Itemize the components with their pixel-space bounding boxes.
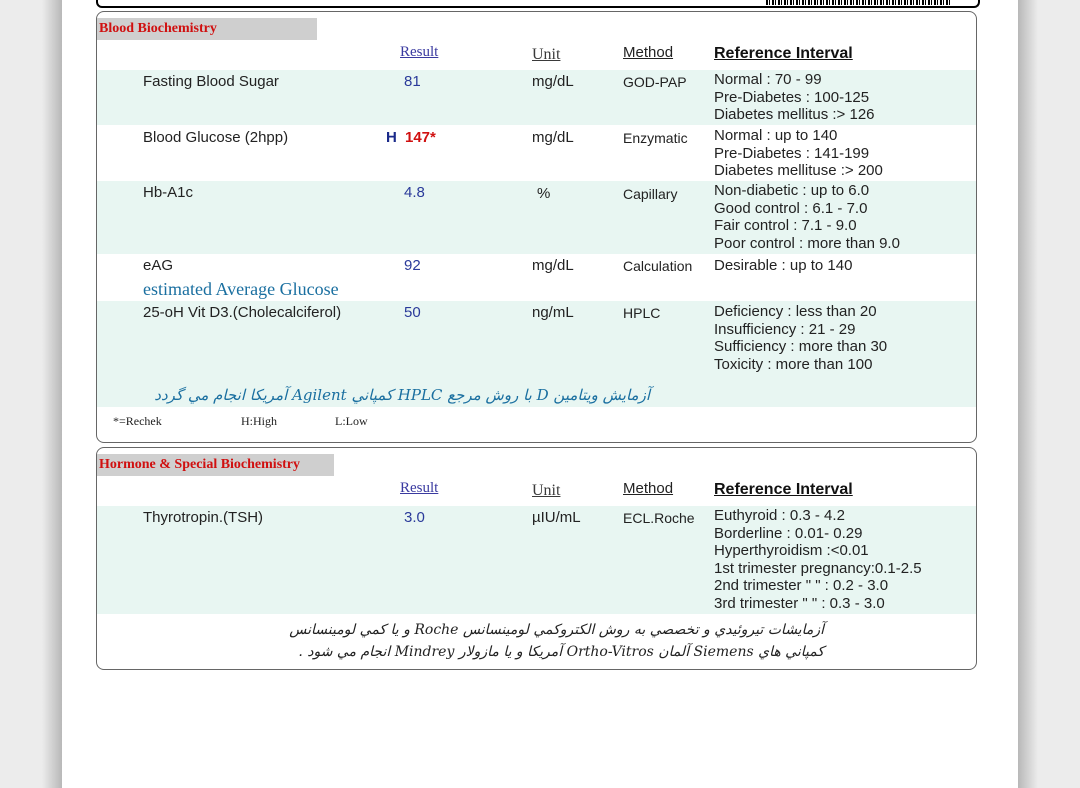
reference-line: Poor control : more than 9.0 (714, 234, 900, 252)
reference-line: Non-diabetic : up to 6.0 (714, 182, 870, 199)
test-name: Blood Glucose (2hpp) (143, 129, 289, 146)
vitamin-d-note: آزمايش ويتامين D با روش مرجع HPLC كمپاني Agilent آمريكا انجام مي گردد (154, 386, 650, 404)
test-method: Capillary (623, 186, 678, 202)
left-shadow (42, 0, 62, 788)
reference-header: Reference Interval (714, 45, 853, 62)
test-name: 25-oH Vit D3.(Cholecalciferol) (143, 304, 342, 321)
test-name: Fasting Blood Sugar (143, 73, 279, 90)
test-method: Enzymatic (623, 130, 688, 146)
reference-line: Pre-Diabetes : 141-199 (714, 144, 870, 162)
barcode (766, 0, 950, 5)
method-header: Method (623, 44, 674, 61)
test-result: 147* (405, 129, 436, 146)
reference-line: Hyperthyroidism :<0.01 (714, 542, 869, 560)
reference-line: 3rd trimester " " : 0.3 - 3.0 (714, 594, 885, 612)
reference-line: Normal : 70 - 99 (714, 71, 822, 88)
reference-line: Normal : up to 140 (714, 127, 838, 144)
reference-line: Good control : 6.1 - 7.0 (714, 199, 868, 217)
eag-note: estimated Average Glucose (143, 279, 339, 299)
test-unit: mg/dL (532, 73, 574, 90)
method-header: Method (623, 480, 674, 497)
reference-line: 1st trimester pregnancy:0.1-2.5 (714, 559, 922, 577)
test-result: 4.8 (404, 184, 425, 201)
result-header: Result (400, 480, 439, 496)
reference-interval (714, 182, 900, 252)
test-method: ECL.Roche (623, 510, 695, 526)
legend-high: H:High (241, 414, 277, 428)
reference-interval (714, 71, 875, 124)
test-method: GOD-PAP (623, 74, 687, 90)
reference-header: Reference Interval (714, 481, 853, 498)
result-header: Result (400, 44, 439, 60)
reference-line: Toxicity : more than 100 (714, 355, 873, 373)
thyroid-method-note-line1: آزمايشات تيروئيدي و تخصصي به روش الكتروكمي لومينسانس Roche و يا كمي لومينسانس (289, 622, 824, 638)
test-result: 81 (404, 73, 421, 90)
unit-header: Unit (532, 46, 561, 63)
unit-header: Unit (532, 482, 561, 499)
legend-recheck: *=Rechek (113, 414, 162, 428)
thyroid-method-note-line2: كمپاني هاي Siemens آلمان Ortho-Vitros آمريكا و يا مازولار Mindrey انجام مي شود . (298, 644, 824, 660)
reference-line: Borderline : 0.01- 0.29 (714, 524, 863, 542)
reference-line: Fair control : 7.1 - 9.0 (714, 217, 857, 235)
hormone-section (96, 447, 977, 670)
test-result: 3.0 (404, 509, 425, 526)
test-name: Thyrotropin.(TSH) (143, 509, 264, 526)
test-result: 92 (404, 257, 421, 274)
blood-biochemistry-section (96, 11, 977, 443)
test-method: Calculation (623, 258, 693, 274)
test-unit: % (537, 185, 551, 202)
high-flag: H (386, 129, 397, 146)
section-title: Hormone & Special Biochemistry (97, 454, 334, 476)
test-unit: ng/mL (532, 304, 574, 321)
test-name: Hb-A1c (143, 184, 194, 201)
test-unit: mg/dL (532, 129, 574, 146)
reference-line: Pre-Diabetes : 100-125 (714, 88, 870, 106)
section-title: Blood Biochemistry (97, 18, 317, 40)
reference-line: Diabetes mellituse :> 200 (714, 162, 883, 180)
reference-line: 2nd trimester " " : 0.2 - 3.0 (714, 577, 889, 595)
reference-line: Insufficiency : 21 - 29 (714, 320, 856, 338)
test-unit: mg/dL (532, 257, 574, 274)
test-name: eAG (143, 257, 174, 274)
reference-line: Sufficiency : more than 30 (714, 338, 888, 356)
test-method: HPLC (623, 305, 661, 321)
test-unit: µIU/mL (532, 509, 581, 526)
reference-interval (714, 303, 887, 373)
reference-line: Diabetes mellitus :> 126 (714, 106, 875, 124)
reference-line: Deficiency : less than 20 (714, 303, 877, 320)
reference-interval (714, 127, 883, 180)
reference-interval (714, 257, 852, 275)
test-result: 50 (404, 304, 421, 321)
reference-line: Euthyroid : 0.3 - 4.2 (714, 507, 845, 524)
legend-low: L:Low (335, 414, 368, 428)
reference-line: Desirable : up to 140 (714, 257, 853, 274)
right-shadow (1018, 0, 1038, 788)
reference-interval (714, 507, 922, 613)
